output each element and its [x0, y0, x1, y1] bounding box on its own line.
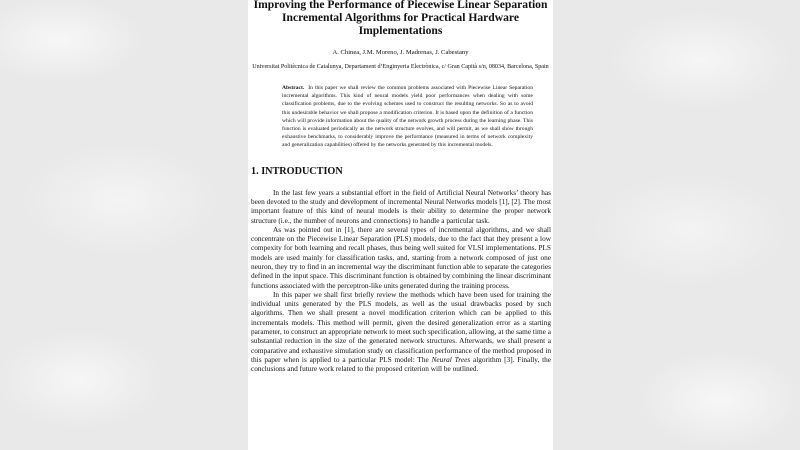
affiliation: Universitat Politècnica de Catalunya, Departament d’Enginyeria Electrònica, c/ Gran Capità s/n, 08034, Barcelona, Spain: [252, 64, 549, 70]
paper-page: [248, 0, 553, 450]
title-line-2: Incremental Algorithms for Practical Hardware Implementations: [282, 11, 519, 37]
section-body: [251, 188, 551, 374]
paragraph-2: As was pointed out in [1], there are several types of incremental algorithms, and we shall concentrate on the Piecewise Linear Separation (PLS) models, due to the fact that they present a low compexity for both learning and recall phases, thus being well suited for VLSI implementations. PLS models are used mainly for classification tasks, and, starting from a network composed of just one neuron, they try to find in an incremental way the discriminant function able to separate the categories defined in the input space. This discriminant function is obtained by combining the linear discriminant functions associated with the perceptron-like units generated during the training process.: [251, 224, 551, 290]
paragraph-1: In the last few years a substantial effort in the field of Artificial Neural Networks’ theory has been devoted to the study and development of incremental Neural Networks models [1], [2]. The most important feature of this kind of neural models is their ability to determine the proper network structure (i.e., the number of neurons and connections) to handle a particular task.: [251, 187, 551, 225]
abstract: [282, 84, 533, 150]
paragraph-3: [251, 290, 551, 374]
abstract-text: In this paper we shall review the common problems associated with Piecewise Linear Separation incremental algorithms. This kind of neural models yield poor performances when dealing with some classification problems, due to the evolving schemes used to construct the resulting networks. So as to avoid this undesirable behavior we shall propose a modification criterion. It is based upon the definition of a function which will provide information about the quality of the network growth process during the learning phase. This function is evaluated periodically as the network structure evolves, and will permit, as we shall show through exhaustive benchmarks, to considerably improve the performance (measured in terms of network complexity and generalization capabilities) offered by the networks generated by this incremental models.: [282, 85, 534, 149]
section-heading: 1. INTRODUCTION: [251, 165, 343, 177]
paragraph-3-text-b: algorithm [3]. Finally, the conclusions and future work related to the proposed criterion will be outlined.: [251, 354, 551, 374]
abstract-label: Abstract.: [282, 85, 305, 91]
authors: A. Chinea, J.M. Moreno, J. Madrenas, J. Cabestany: [332, 49, 469, 56]
paragraph-3-text-a: In this paper we shall first briefly review the methods which have been used for training the individual units generated by the PLS models, as well as the usual drawbacks posed by such algorithms. Then we shall present a novel modification criterion which can be applied to this incrementals models. This method will permit, given the desired generalization error as a starting parameter, to construct an appropriate network to meet such specification, allowing, at the same time a substantial reduction in the size of the generated network structures. Afterwards, we shall present a comparative and exhaustive simulation study on classification performance of the method proposed in this paper when is applied to a particular PLS model: The: [251, 289, 551, 364]
paper-title: [248, 0, 553, 37]
title-line-1: Improving the Performance of Piecewise Linear Separation: [253, 0, 548, 11]
paragraph-3-italic: Neural Trees: [431, 354, 471, 364]
